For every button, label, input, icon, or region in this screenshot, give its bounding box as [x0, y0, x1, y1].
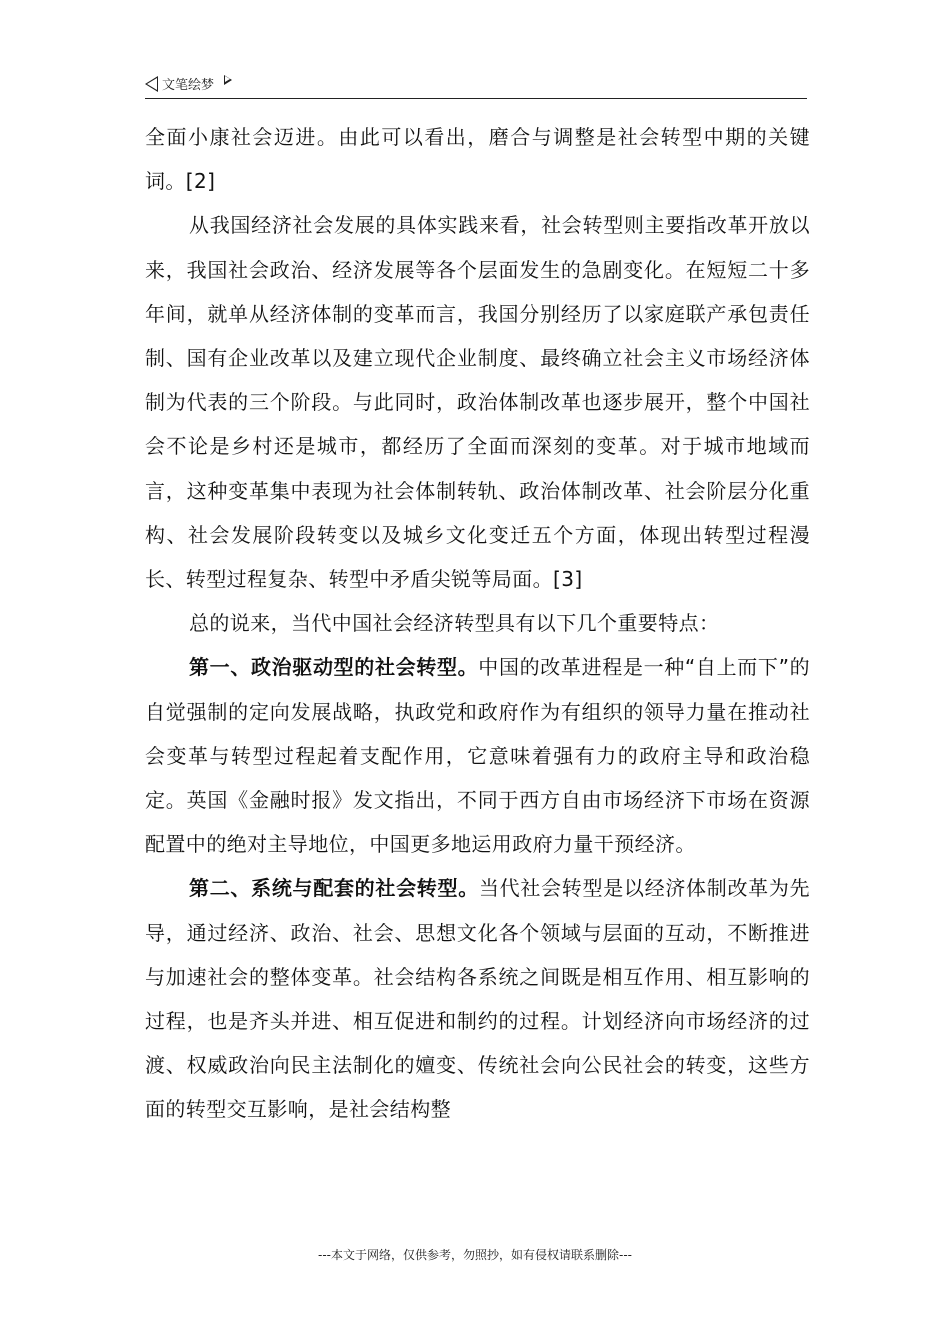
triangle-right-icon	[224, 75, 232, 85]
paragraph-5-heading: 第二、系统与配套的社会转型。	[189, 876, 479, 901]
paragraph-4-heading: 第一、政治驱动型的社会转型。	[189, 655, 479, 680]
header-title: 文笔绘梦	[162, 78, 215, 93]
paragraph-4-text: 中国的改革进程是一种“自上而下”的自觉强制的定向发展战略，执政党和政府作为有组织的领导力量在推动社会变革与转型过程起着支配作用，它意味着强有力的政府主导和政治稳定。英国《金融时报》发文指出，不同于西方自由市场经济下市场在资源配置中的绝对主导地位，中国更多地运用政府力量干预经济。	[145, 655, 810, 857]
paragraph-4	[145, 645, 810, 866]
page-header	[145, 72, 807, 99]
document-body	[145, 115, 810, 1132]
paragraph-1: 全面小康社会迈进。由此可以看出，磨合与调整是社会转型中期的关键词。[2]	[145, 125, 810, 194]
paragraph-2: 从我国经济社会发展的具体实践来看，社会转型则主要指改革开放以来，我国社会政治、经济发展等各个层面发生的急剧变化。在短短二十多年间，就单从经济体制的变革而言，我国分别经历了以家庭联产承包责任制、国有企业改革以及建立现代企业制度、最终确立社会主义市场经济体制为代表的三个阶段。与此同时，政治体制改革也逐步展开，整个中国社会不论是乡村还是城市，都经历了全面而深刻的变革。对于城市地域而言，这种变革集中表现为社会体制转轨、政治体制改革、社会阶层分化重构、社会发展阶段转变以及城乡文化变迁五个方面，体现出转型过程漫长、转型过程复杂、转型中矛盾尖锐等局面。[3]	[145, 213, 810, 592]
paragraph-3: 总的说来，当代中国社会经济转型具有以下几个重要特点：	[189, 611, 720, 636]
header-left	[145, 74, 232, 93]
page-footer: ---本文于网络，仅供参考，勿照抄，如有侵权请联系删除---	[318, 1248, 632, 1262]
paragraph-5	[145, 866, 810, 1131]
triangle-left-icon	[145, 76, 158, 92]
paragraph-5-text: 当代社会转型是以经济体制改革为先导，通过经济、政治、社会、思想文化各个领域与层面的互动，不断推进与加速社会的整体变革。社会结构各系统之间既是相互作用、相互影响的过程，也是齐头并进、相互促进和制约的过程。计划经济向市场经济的过渡、权威政治向民主法制化的嬗变、传统社会向公民社会的转变，这些方面的转型交互影响，是社会结构整	[145, 876, 810, 1122]
